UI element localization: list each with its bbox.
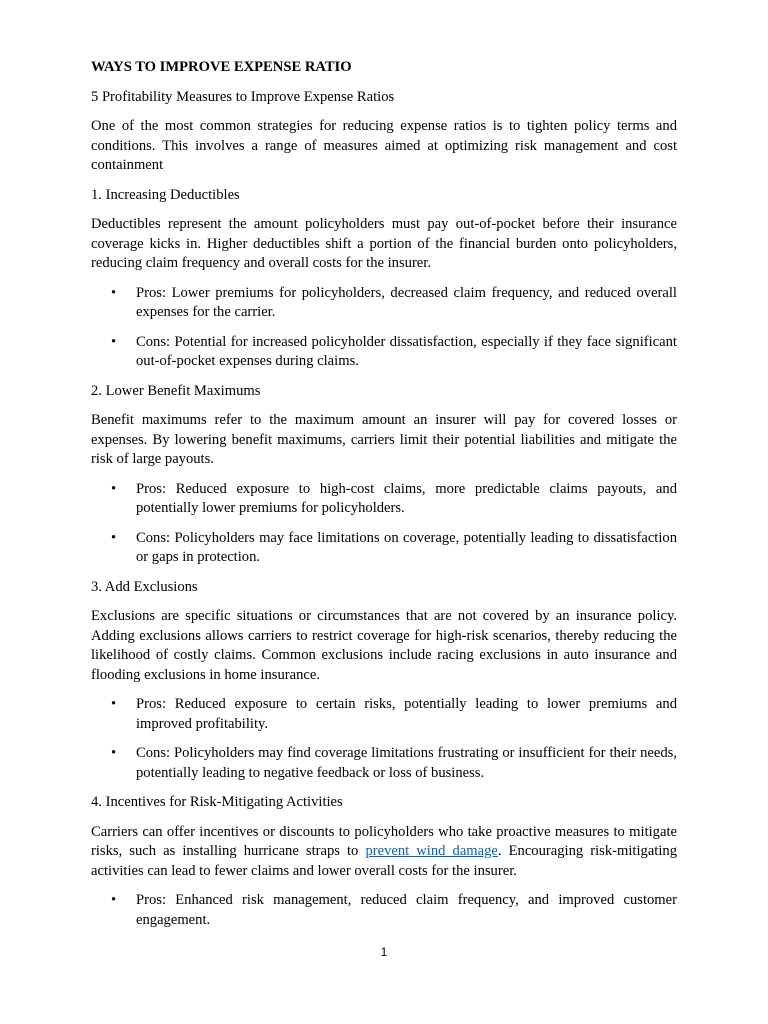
bullet-text: Potential for increased policyholder dissatisfaction, especially if they face significant out-of-pocket expenses during claims. bbox=[136, 333, 677, 369]
bullet-label: Pros: bbox=[136, 892, 167, 908]
document-page bbox=[91, 58, 677, 940]
bullet-text: Reduced exposure to certain risks, potentially leading to lower premiums and improved profitability. bbox=[136, 696, 677, 732]
list-item bbox=[91, 480, 677, 519]
section-heading-exclusions: 3. Add Exclusions bbox=[91, 578, 198, 595]
bullet-list-exclusions bbox=[91, 695, 677, 783]
bullet-label: Cons: bbox=[136, 529, 171, 546]
prevent-wind-damage-link[interactable]: prevent wind damage bbox=[365, 843, 498, 859]
bullet-label: Pros: bbox=[136, 696, 167, 712]
section-body-exclusions: Exclusions are specific situations or circumstances that are not covered by an insurance policy. Adding exclusions allows carriers to restrict coverage for high-risk scenarios, thereby reducing the likelihood of costly claims. Common exclusions include racing exclusions in auto insurance and flooding exclusions in home insurance. bbox=[91, 608, 677, 683]
list-item bbox=[91, 744, 677, 783]
section-heading-deductibles: 1. Increasing Deductibles bbox=[91, 186, 240, 203]
bullet-text: Policyholders may find coverage limitations frustrating or insufficient for their needs, potentially leading to negative feedback or loss of business. bbox=[136, 745, 678, 781]
bullet-icon: • bbox=[111, 284, 117, 301]
list-item bbox=[91, 284, 677, 323]
section-body-benefit-maximums: Benefit maximums refer to the maximum amount an insurer will pay for covered losses or expenses. By lowering benefit maximums, carriers limit their potential liabilities and mitigate the risk of large payouts. bbox=[91, 412, 677, 467]
section-heading-benefit-maximums: 2. Lower Benefit Maximums bbox=[91, 382, 261, 399]
body-text-before-link: Carriers can offer incentives or discounts to policyholders who take proactive measures to mitigate risks, such as installing hurricane straps to bbox=[91, 823, 677, 859]
section-body-incentives bbox=[91, 823, 677, 882]
document-title: WAYS TO IMPROVE EXPENSE RATIO bbox=[91, 59, 352, 75]
bullet-icon: • bbox=[111, 892, 117, 908]
bullet-text: Lower premiums for policyholders, decreased claim frequency, and reduced overall expenses for the carrier. bbox=[136, 284, 677, 320]
bullet-icon: • bbox=[111, 333, 117, 350]
bullet-text: Enhanced risk management, reduced claim frequency, and improved customer engagement. bbox=[136, 892, 677, 928]
document-subtitle: 5 Profitability Measures to Improve Expense Ratios bbox=[91, 88, 395, 105]
list-item bbox=[91, 891, 677, 930]
bullet-icon: • bbox=[111, 745, 117, 761]
page-number: 1 bbox=[380, 945, 388, 959]
bullet-label: Cons: bbox=[136, 333, 171, 350]
bullet-text: Reduced exposure to high-cost claims, more predictable claims payouts, and potentially lower premiums for policyholders. bbox=[136, 480, 677, 516]
list-item bbox=[91, 529, 677, 568]
bullet-label: Cons: bbox=[136, 745, 171, 761]
bullet-label: Pros: bbox=[136, 480, 167, 497]
bullet-list-incentives bbox=[91, 891, 677, 930]
bullet-text: Policyholders may face limitations on coverage, potentially leading to dissatisfaction or gaps in protection. bbox=[136, 529, 677, 565]
list-item bbox=[91, 333, 677, 372]
bullet-icon: • bbox=[111, 696, 117, 712]
intro-paragraph: One of the most common strategies for reducing expense ratios is to tighten policy terms and conditions. This involves a range of measures aimed at optimizing risk management and cost containment bbox=[91, 118, 677, 173]
section-heading-incentives: 4. Incentives for Risk-Mitigating Activities bbox=[91, 794, 343, 810]
body-text-after-link: . Encouraging risk-mitigating activities can lead to fewer claims and lower overall costs for the insurer. bbox=[91, 843, 678, 879]
bullet-list-benefit-maximums bbox=[91, 480, 677, 568]
bullet-label: Pros: bbox=[136, 284, 167, 301]
section-body-deductibles: Deductibles represent the amount policyholders must pay out-of-pocket before their insurance coverage kicks in. Higher deductibles shift a portion of the financial burden onto policyholders, reducing claim frequency and overall costs for the insurer. bbox=[91, 216, 677, 271]
list-item bbox=[91, 695, 677, 734]
bullet-icon: • bbox=[111, 480, 117, 497]
bullet-icon: • bbox=[111, 529, 117, 546]
bullet-list-deductibles bbox=[91, 284, 677, 372]
